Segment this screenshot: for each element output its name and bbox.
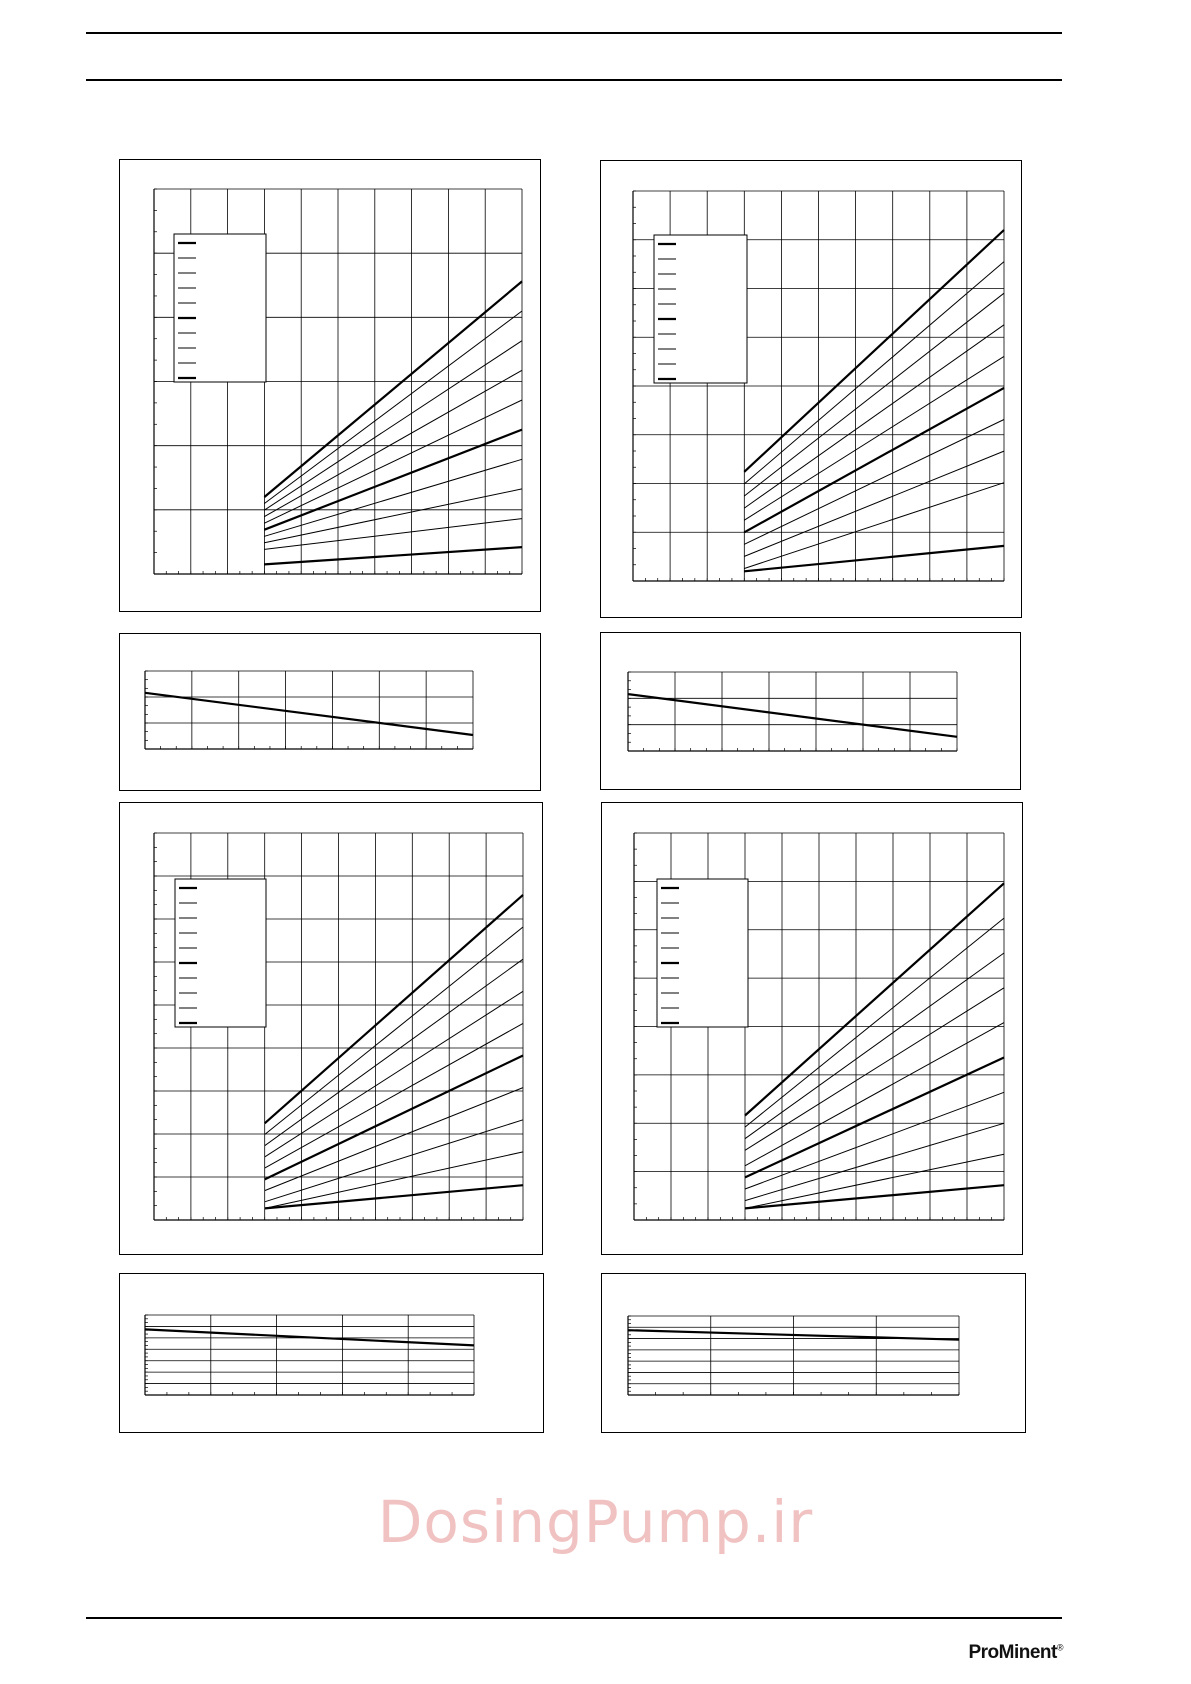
- chart-frame: [120, 1274, 544, 1433]
- header-rule-bottom: [86, 79, 1062, 81]
- chart-panel-6: [119, 1273, 544, 1433]
- chart-svg-3: [600, 160, 1022, 618]
- watermark: DosingPump.ir: [377, 1488, 814, 1556]
- brand-logo: [968, 1642, 1063, 1664]
- chart-frame: [601, 633, 1021, 790]
- legend-box: [174, 234, 266, 382]
- legend-box: [654, 235, 747, 383]
- chart-svg-2: [119, 633, 541, 791]
- chart-frame: [601, 161, 1022, 618]
- chart-frame: [120, 634, 541, 791]
- logo-text: ProMinent: [968, 1642, 1057, 1663]
- chart-svg-5: [119, 802, 543, 1255]
- chart-frame: [120, 160, 541, 612]
- chart-svg-7: [601, 802, 1023, 1255]
- chart-panel-3: [600, 160, 1022, 618]
- chart-panel-4: [600, 632, 1021, 790]
- chart-panel-7: [601, 802, 1023, 1255]
- chart-svg-1: [119, 159, 541, 612]
- legend-box: [175, 879, 266, 1027]
- chart-frame: [602, 1274, 1026, 1433]
- chart-svg-8: [601, 1273, 1026, 1433]
- chart-svg-6: [119, 1273, 544, 1433]
- chart-svg-4: [600, 632, 1021, 790]
- logo-registered-mark: ®: [1056, 1642, 1063, 1653]
- footer-rule: [86, 1617, 1062, 1619]
- header-rule-top: [86, 32, 1062, 34]
- chart-panel-5: [119, 802, 543, 1255]
- chart-panel-2: [119, 633, 541, 791]
- chart-frame: [602, 803, 1023, 1255]
- chart-frame: [120, 803, 543, 1255]
- chart-panel-8: [601, 1273, 1026, 1433]
- chart-panel-1: [119, 159, 541, 612]
- legend-box: [657, 879, 748, 1027]
